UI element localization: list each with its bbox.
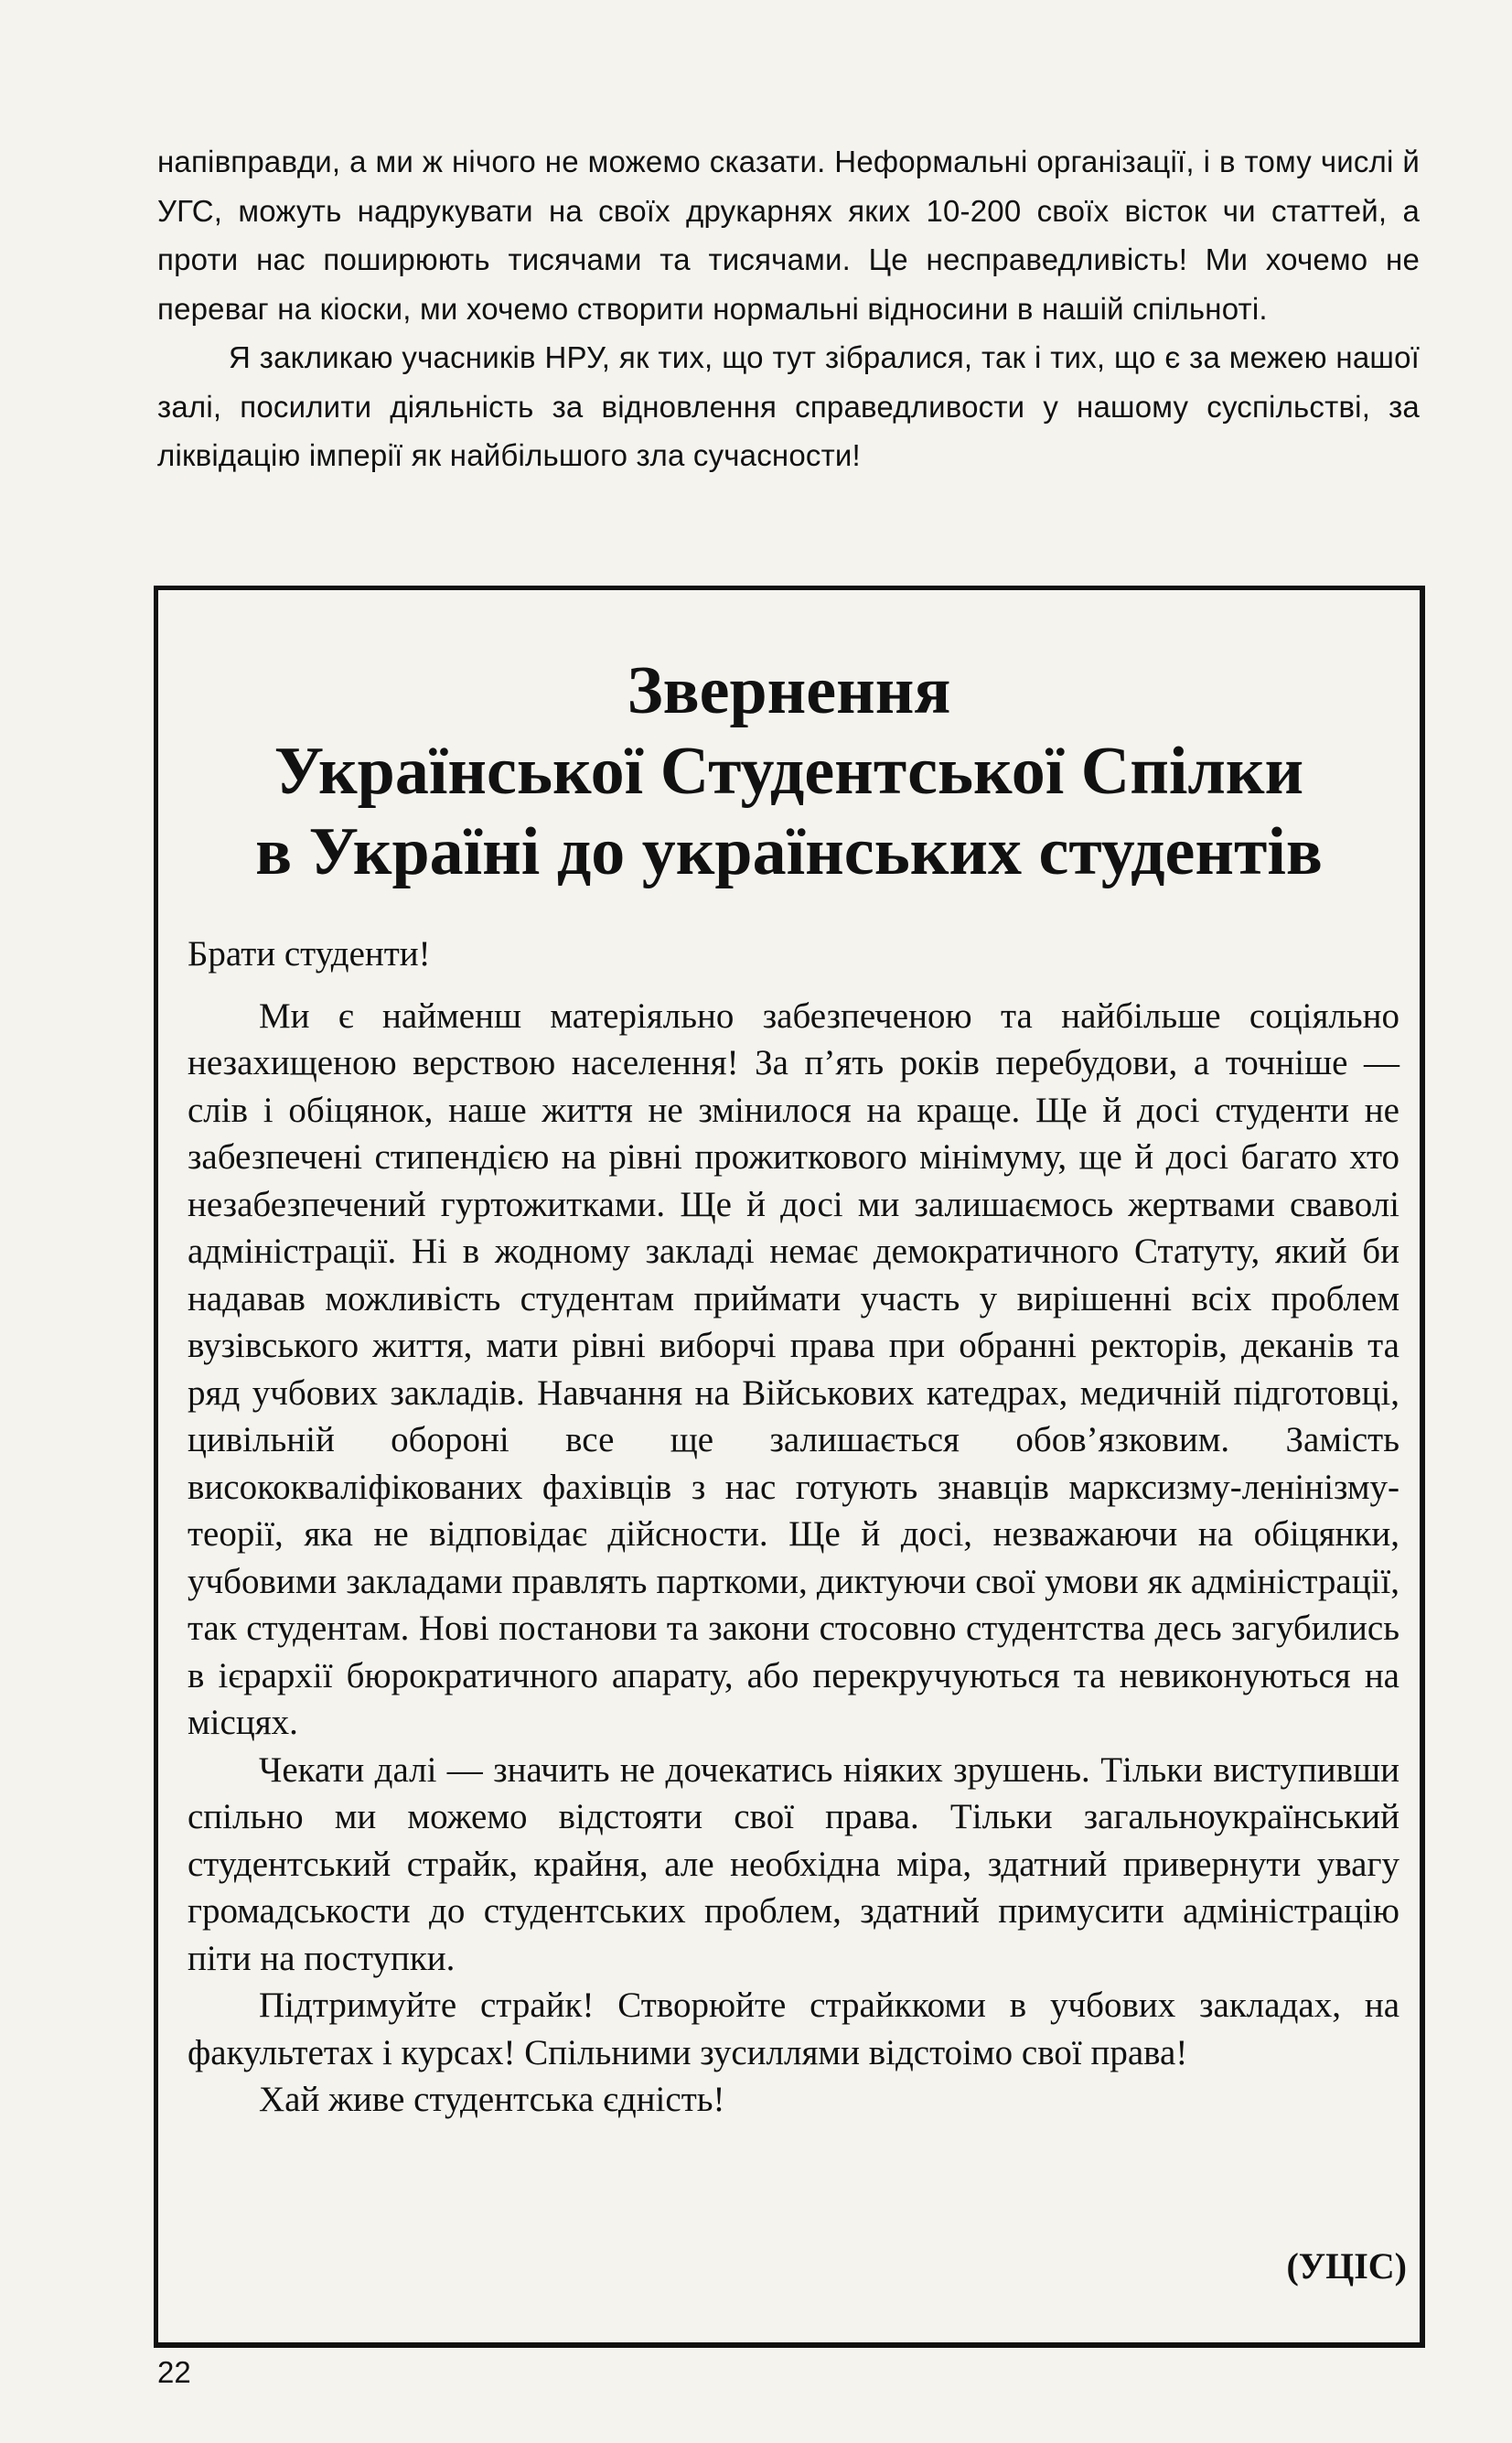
appeal-title-line: Звернення [627, 653, 951, 728]
speech-text [157, 137, 1420, 480]
speech-paragraph: Я закликаю учасників НРУ, як тих, що тут зібралися, так і тих, що є за межею нашої залі, посилити діяльність за відновлення справедливости у нашому суспільстві, за ліквідацію імперії як найбільшого зла сучасности! [157, 340, 1420, 472]
appeal-title [186, 651, 1392, 892]
speech-paragraph: напівправди, а ми ж нічого не можемо сказати. Неформальні організації, і в тому числі й УГС, можуть надрукувати на своїх друкарнях яких 10-200 своїх вісток чи статтей, а проти нас поширюють тисячами та тисячами. Це несправедливість! Ми хочемо не переваг на кіоски, ми хочемо створити нормальні відносини в нашій спільноті. [157, 145, 1420, 326]
appeal-box [154, 586, 1425, 2348]
appeal-paragraph: Підтримуйте страйк! Створюйте страйккоми в учбових закладах, на факультетах і курсах! Спільними зусиллями відстоімо свої права! [188, 1986, 1399, 2072]
appeal-signature: (УЦІС) [1286, 2245, 1407, 2287]
appeal-paragraph: Чекати далі — значить не дочекатись ніяких зрушень. Тільки виступивши спільно ми можемо відстояти свої права. Тільки загальноукраїнський студентський страйк, крайня, але необхідна міра, здатний привернути увагу громадськости до студентських проблем, здатний примусити адміністрацію піти на поступки. [188, 1749, 1399, 1978]
appeal-paragraph: Хай живе студентська єдність! [259, 2080, 725, 2119]
appeal-title-line: Української Студентської Спілки [273, 734, 1304, 809]
appeal-paragraph: Ми є найменш матеріяльно забезпеченою та найбільше соціяльно незахищеною верствою населення! За п’ять років перебудови, а точніше — слів і обіцянок, наше життя не змінилося на краще. Ще й досі студенти не забезпечені стипендією на рівні прожиткового мінімуму, ще й досі багато хто незабезпечений гуртожитками. Ще й досі ми залишаємось жертвами сваволі адміністрації. Ні в жодному закладі немає демократичного Статуту, який би надавав можливість студентам приймати участь у вирішенні всіх проблем вузівського життя, мати рівні виборчі права при обранні ректорів, деканів та ряд учбових закладів. Навчання на Військових катедрах, медичній підготовці, цивільній обороні все ще залишається обов’язковим. Замість висококваліфікованих фахівців з нас готують знавців марксизму-ленінізму-теорії, яка не відповідає дійсности. Ще й досі, незважаючи на обіцянки, учбовими закладами правлять парткоми, диктуючи свої умови як адміністрації, так студентам. Нові постанови та закони стосовно студентства десь загубились в ієрархії бюрократичного апарату, або перекручуються та невиконуються на місцях. [188, 995, 1399, 1742]
appeal-greeting: Брати студенти! [188, 934, 431, 974]
page-number: 22 [157, 2355, 191, 2389]
appeal-body [188, 931, 1399, 2124]
appeal-title-line: в Україні до українських студентів [255, 814, 1323, 889]
